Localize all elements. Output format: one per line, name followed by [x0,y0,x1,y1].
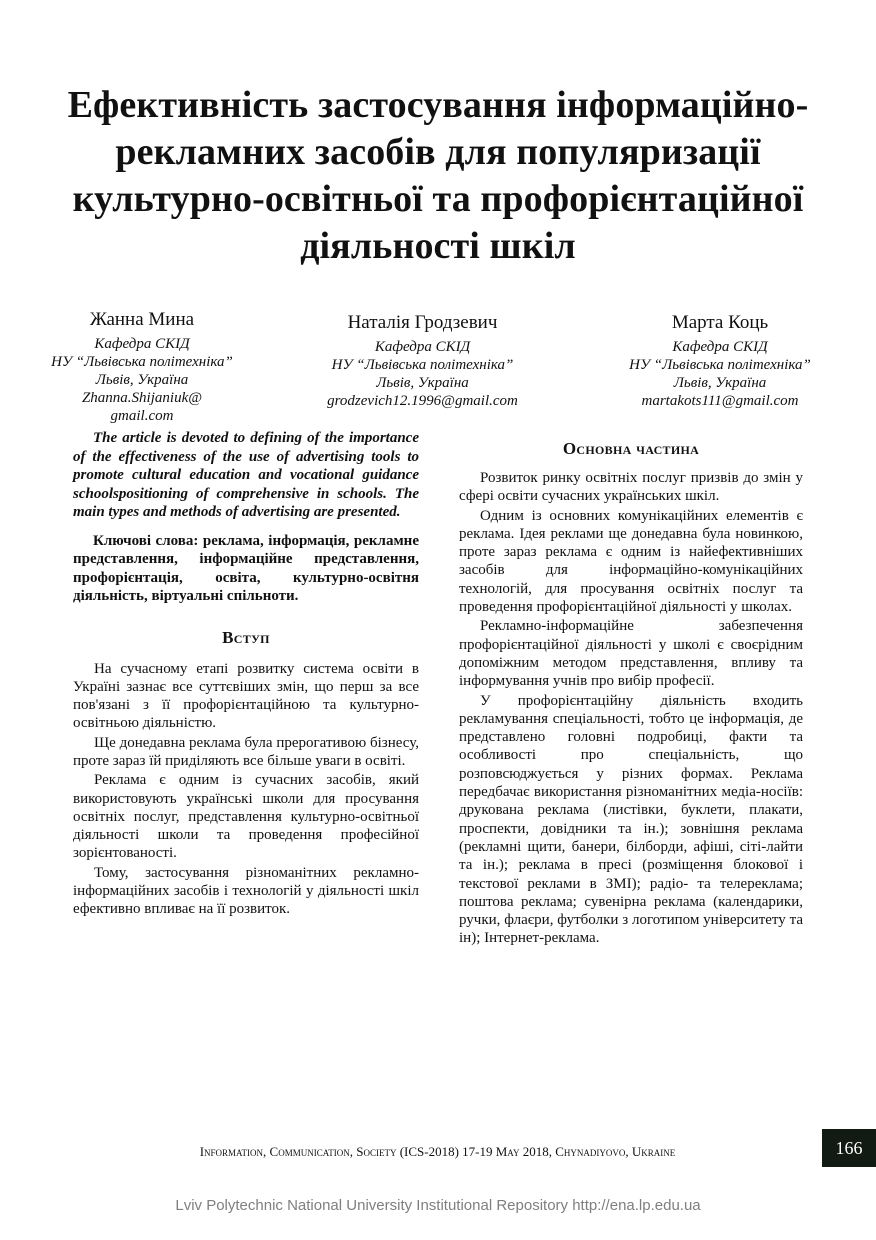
section-heading-main: Основна частина [562,439,700,458]
repository-watermark: Lviv Polytechnic National University Institutional Repository http://ena.lp.edu.ua [175,1197,701,1214]
title-line: культурно-освітньої та профорієнтаційної [72,178,804,220]
right-column [459,439,803,948]
conference-footer: Information, Communication, Society (ICS-2018) 17-19 May 2018, Chynadiyovo, Ukraine [199,1144,676,1159]
intro-paragraph: Реклама є одним із сучасних засобів, який використовують українські школи для просування освітніх послуг, представлення культурно-освітньої діяльності школи та проведення професійної зорієнтованості. [73,772,419,862]
author-name: Жанна Мина [89,309,195,330]
left-column [73,429,419,919]
intro-paragraph: На сучасному етапі розвитку система освіти в Україні зазнає все суттєвіших змін, що перш за все пов'язані з її профорієнтаційною та культурно-освітньою діяльністю. [73,660,419,732]
author-block-1 [51,308,233,425]
section-heading-intro: Вступ [222,627,270,647]
author-block-3 [600,311,840,410]
author-email-line-1: Zhanna.Shijaniuk@ [81,390,203,406]
title-line: діяльності шкіл [300,225,576,267]
author-university: НУ “Львівська політехніка” [629,357,811,373]
abstract: The article is devoted to defining of the importance of the effectiveness of the use of advertising tools to promote cultural education and vocational guidance schoolspositioning of comprehensive in schools. The main types and methods of advertising are presented. [73,430,419,520]
author-city: Львів, Україна [673,375,767,391]
paper-title [40,82,836,270]
author-block-2 [300,311,545,410]
intro-paragraph: Ще донедавна реклама була прерогативою бізнесу, проте зараз їй приділяють все більше уваги в освіті. [73,734,419,769]
author-department: Кафедра СКІД [94,336,190,352]
main-paragraph: Розвиток ринку освітніх послуг призвів до змін у сфері освіти сучасних українських шкіл. [459,470,803,505]
title-line: Ефективність застосування інформаційно- [67,84,809,126]
main-paragraph: Одним із основних комунікаційних елементів є реклама. Ідея реклами ще донедавна була новинкою, проте зараз реклама є одним із найефективніших засобів для інформаційно-комунікаційних технологій, для просування освітніх послуг та проведення профорієнтаційної діяльності у школах. [459,507,803,616]
author-department: Кафедра СКІД [672,339,768,355]
author-department: Кафедра СКІД [374,339,471,355]
author-city: Львів, Україна [95,372,189,388]
main-paragraph: Рекламно-інформаційне забезпечення профорієнтаційної діяльності у школі є своєрідним допоміжним методом представлення, впливу та інформування учнів про вибір професії. [459,618,803,690]
author-university: НУ “Львівська політехніка” [51,354,233,370]
main-paragraph: У профорієнтаційну діяльність входить рекламування спеціальності, тобто це інформація, де представлено головні подробиці, факти та особливості про спеціальність, що розповсюджується у різних формах. Реклама передбачає використання різноманітних медіа-носіїв: друкована реклама (листівки, буклети, плакати, проспекти, довідники та ін.); зовнішня реклама (рекламні щити, банери, білборди, афіші, сіті-лайти та ін.); реклама в пресі (розміщення блокової і текстової реклами в ЗМІ); радіо- та телереклама; поштова реклама; сувенірна реклама (календарики, ручки, флаєри, футболки з логотипом університету та ін); Інтернет-реклама. [459,692,803,947]
author-name: Наталія Гродзевич [347,312,498,333]
title-line: рекламних засобів для популяризації [115,131,761,173]
page-number: 166 [822,1129,876,1167]
author-city: Львів, Україна [376,375,469,391]
author-name: Марта Коць [671,312,769,333]
author-university: НУ “Львівська політехніка” [331,357,514,373]
author-email: grodzevich12.1996@gmail.com [327,393,518,409]
author-email-line-2: gmail.com [110,408,174,424]
intro-paragraph: Тому, застосування різноманітних рекламно-інформаційних засобів і технологій у діяльності шкіл ефективно впливає на її розвиток. [73,864,419,918]
author-email: martakots111@gmail.com [641,393,799,409]
keywords: Ключові слова: реклама, інформація, рекламне представлення, інформаційне представлення, профорієнтація, освіта, культурно-освітня діяльність, віртуальні спільноти. [73,532,419,604]
